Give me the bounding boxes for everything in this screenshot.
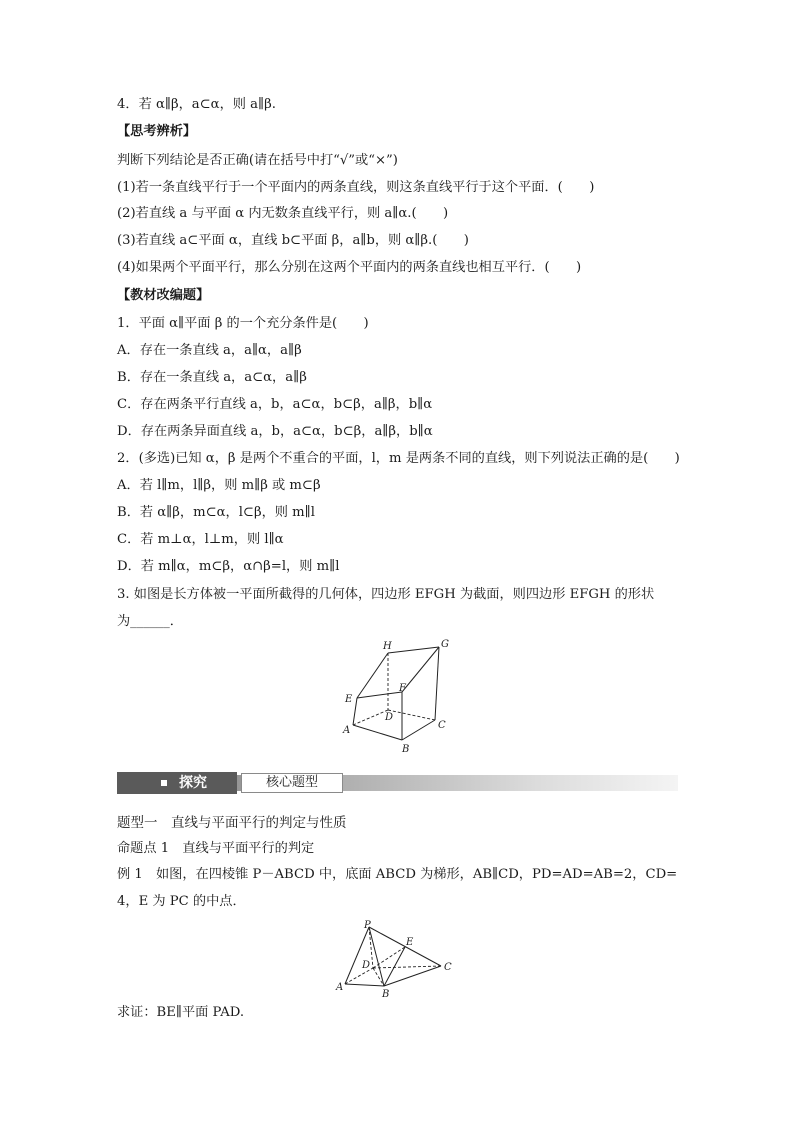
q2-option-c: C．若 m⊥α，l⊥m，则 l∥α xyxy=(117,532,284,547)
q1-option-c: C．存在两条平行直线 a，b，a⊂α，b⊂β，a∥β，b∥α xyxy=(117,397,433,412)
type-heading: 题型一 直线与平面平行的判定与性质 xyxy=(117,815,347,831)
judge-item-4: (4)如果两个平面平行，那么分别在这两个平面内的两条直线也相互平行．( ) xyxy=(117,260,582,275)
edge-GC xyxy=(435,647,439,720)
edge-BC xyxy=(402,720,435,740)
label-A: A xyxy=(336,982,344,993)
example-1: 例 1 如图，在四棱锥 P－ABCD 中，底面 ABCD 为梯形，AB∥CD，PD=AD=AB=2，CD= xyxy=(117,867,678,882)
question-1: 1．平面 α∥平面 β 的一个充分条件是( ) xyxy=(117,316,369,331)
edge-EF xyxy=(357,692,402,698)
label-F: F xyxy=(399,683,406,694)
heading-thinking: 【思考辨析】 xyxy=(117,124,197,139)
label-C: C xyxy=(438,720,446,731)
edge-AB xyxy=(353,725,402,740)
label-B: B xyxy=(382,989,390,1000)
figure-cuboid xyxy=(330,635,470,760)
judge-item-1: (1)若一条直线平行于一个平面内的两条直线，则这条直线平行于这个平面．( ) xyxy=(117,180,595,195)
edge-FG xyxy=(402,647,439,692)
judge-item-2: (2)若直线 a 与平面 α 内无数条直线平行，则 a∥α.( ) xyxy=(117,206,449,221)
edge-EA xyxy=(353,698,357,725)
edge-PB xyxy=(369,927,384,986)
label-G: G xyxy=(441,639,449,650)
label-E: E xyxy=(406,937,414,948)
edge-DC xyxy=(388,710,435,720)
section-label-core: 核心题型 xyxy=(265,775,318,790)
q1-option-d: D．存在两条异面直线 a，b，a⊂α，b⊂β，a∥β，b∥α xyxy=(117,424,433,439)
section-bar xyxy=(117,772,678,794)
question-2: 2．(多选)已知 α，β 是两个不重合的平面，l，m 是两条不同的直线，则下列说法正确的是( ) xyxy=(117,451,680,466)
label-A: A xyxy=(343,725,351,736)
label-C: C xyxy=(444,962,452,973)
edge-AD xyxy=(353,710,388,725)
edge-DC xyxy=(373,966,441,968)
text-line-1: 4．若 α∥β，a⊂α，则 a∥β. xyxy=(117,97,276,112)
label-H: H xyxy=(383,641,392,652)
q2-option-b: B．若 α∥β，m⊂α，l⊂β，则 m∥l xyxy=(117,505,315,520)
question-3-cont: 为______． xyxy=(117,614,183,629)
figure-pyramid xyxy=(333,918,463,1000)
edge-DB xyxy=(373,968,384,986)
q2-option-a: A．若 l∥m，l∥β，则 m∥β 或 m⊂β xyxy=(117,478,321,493)
edge-DE xyxy=(373,947,405,968)
example-1-cont: 4，E 为 PC 的中点． xyxy=(117,894,246,909)
label-B: B xyxy=(402,744,410,755)
edge-PA xyxy=(345,927,369,984)
question-3: 3. 如图是长方体被一平面所截得的几何体，四边形 EFGH 为截面，则四边形 EFGH 的形状 xyxy=(117,587,655,602)
heading-textbook: 【教材改编题】 xyxy=(117,288,210,303)
judge-item-3: (3)若直线 a⊂平面 α，直线 b⊂平面 β，a∥b，则 α∥β.( ) xyxy=(117,233,469,248)
label-P: P xyxy=(364,920,371,931)
bullet-icon xyxy=(161,780,167,786)
proposition-heading: 命题点 1 直线与平面平行的判定 xyxy=(117,841,315,856)
edge-HG xyxy=(388,647,439,653)
q1-option-b: B．存在一条直线 a，a⊂α，a∥β xyxy=(117,370,307,385)
conclusion: 求证：BE∥平面 PAD. xyxy=(117,1005,245,1020)
q1-option-a: A．存在一条直线 a，a∥α，a∥β xyxy=(117,343,302,358)
edge-AB xyxy=(345,984,384,986)
label-D: D xyxy=(385,712,394,723)
q2-option-d: D．若 m∥α，m⊂β，α∩β=l，则 m∥l xyxy=(117,559,340,574)
label-D: D xyxy=(362,960,371,971)
edge-BC xyxy=(384,966,441,986)
text-line-3: 判断下列结论是否正确(请在括号中打“√”或“×”) xyxy=(117,153,398,168)
section-label-explore: 探究 xyxy=(179,775,207,791)
label-E: E xyxy=(345,694,353,705)
edge-PC xyxy=(369,927,441,966)
edge-HE xyxy=(357,653,388,698)
